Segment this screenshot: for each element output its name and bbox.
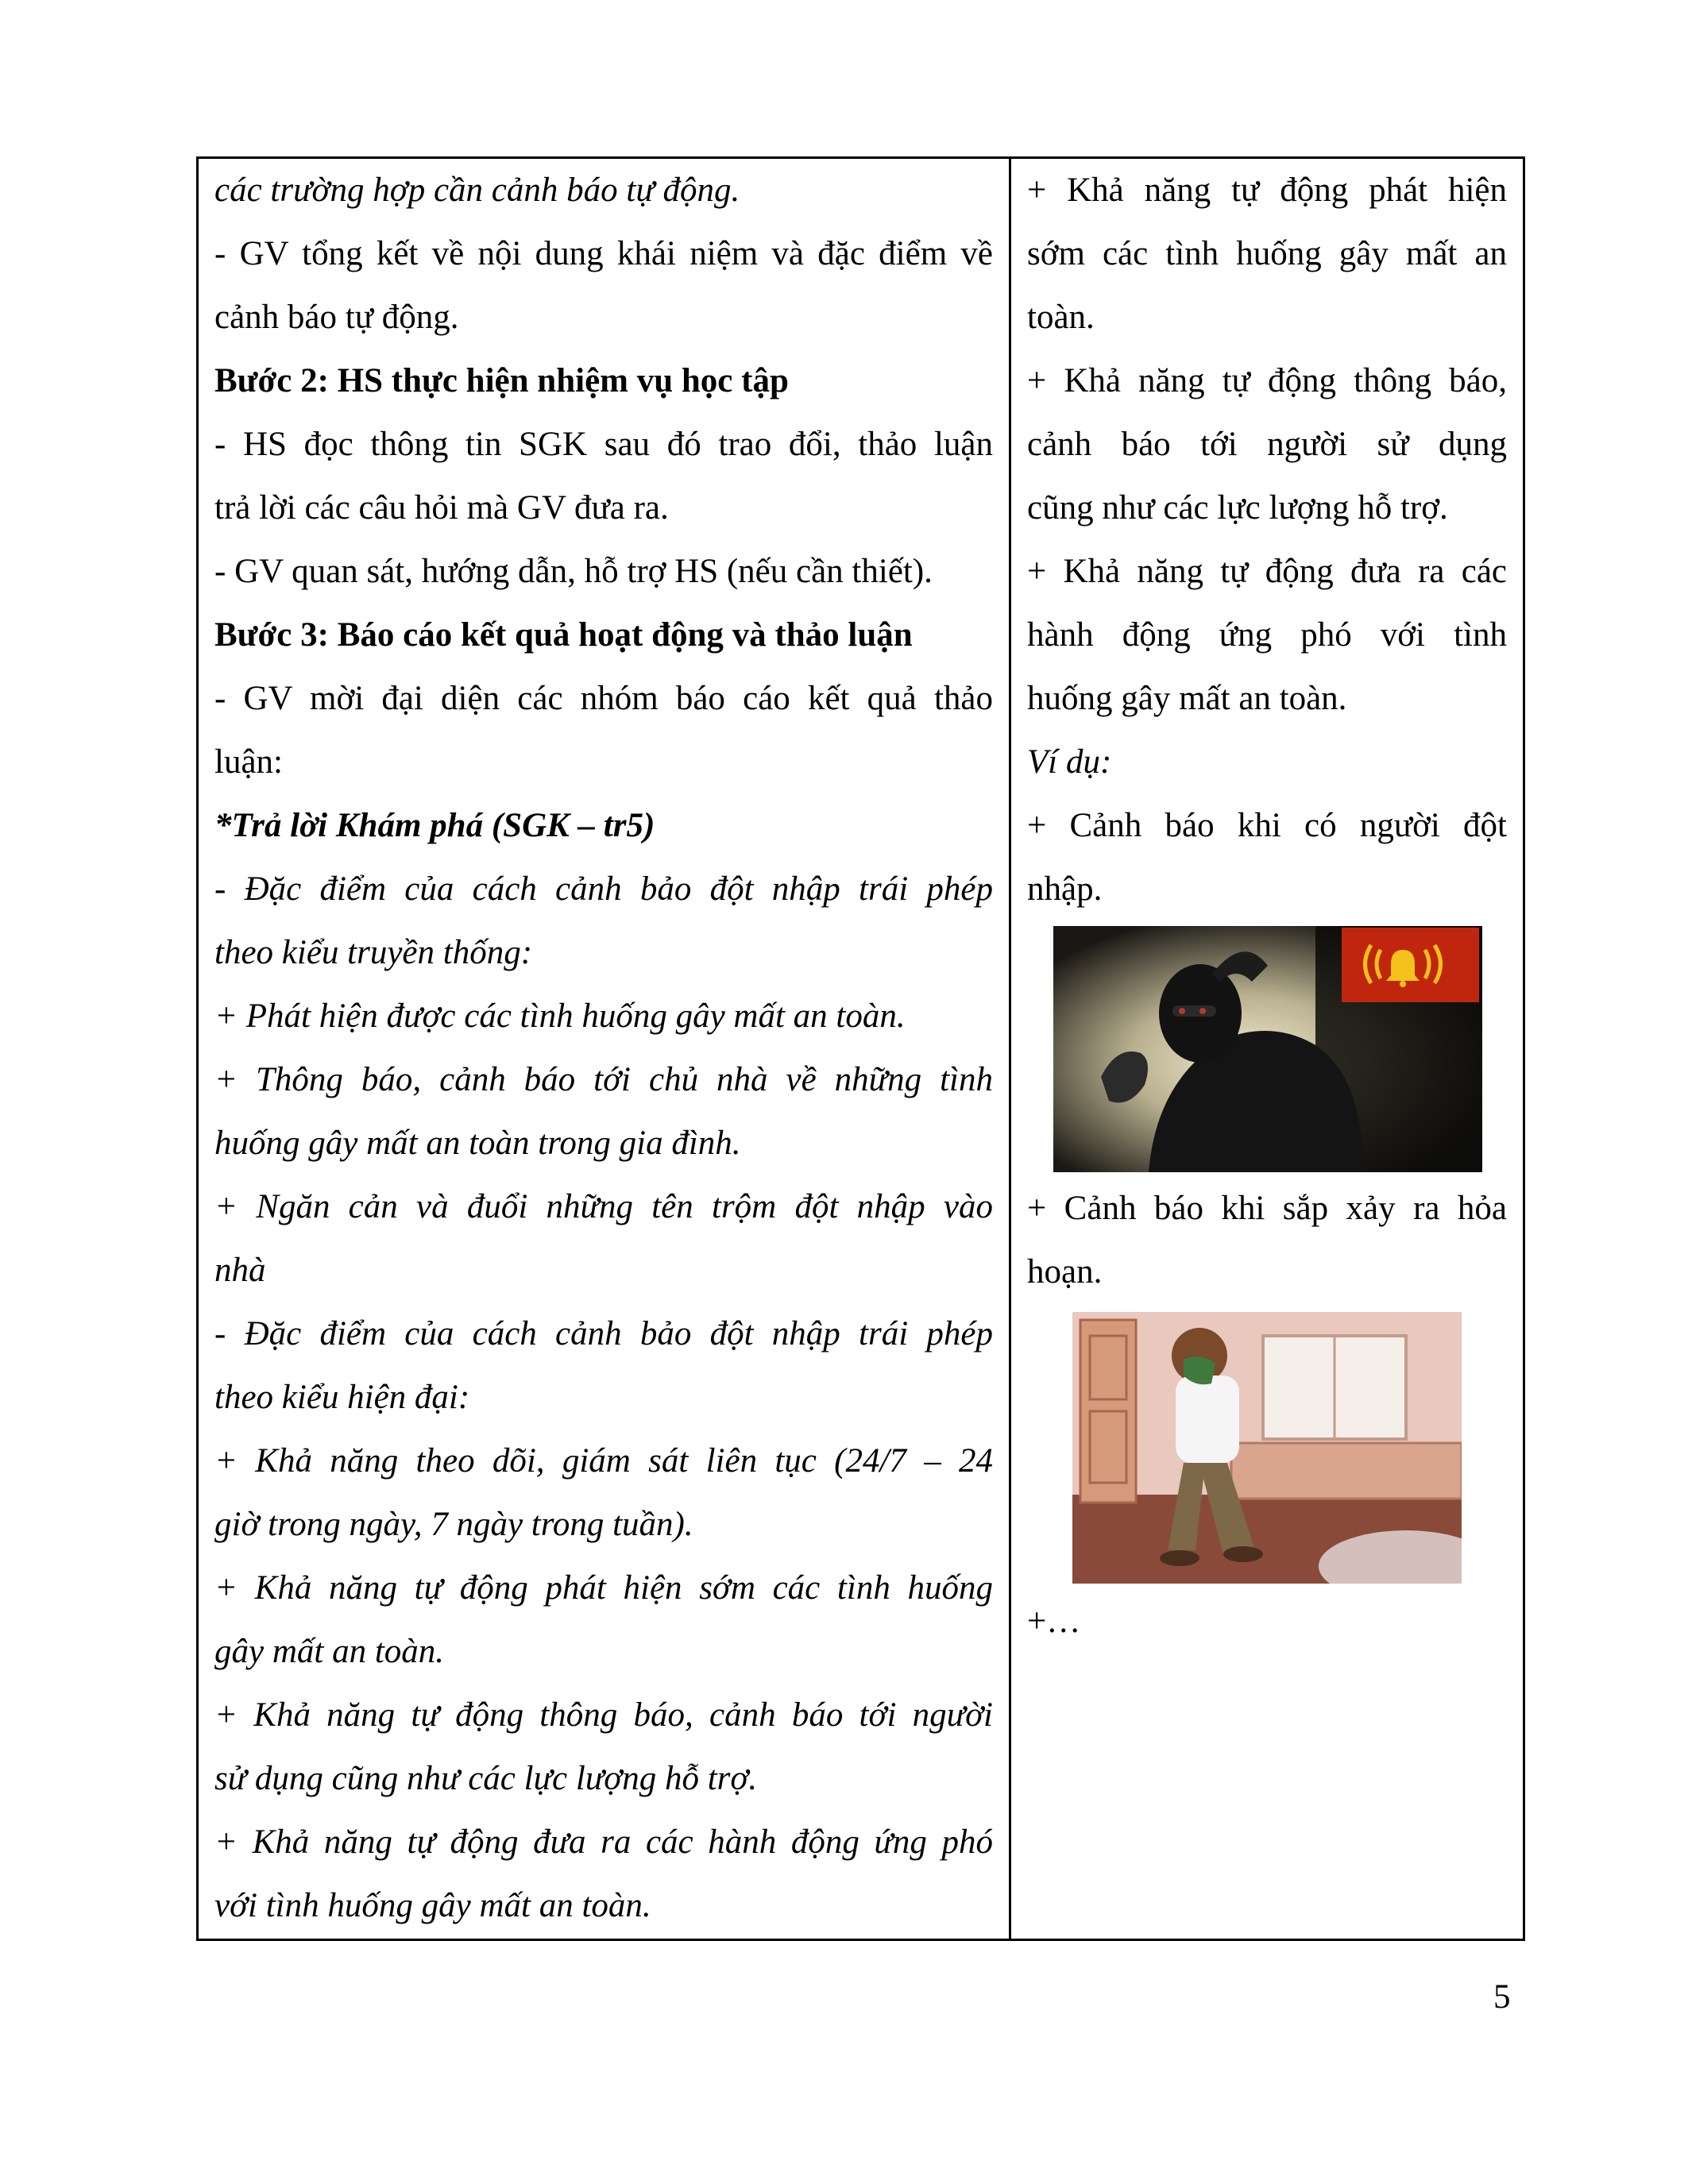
right-column (1011, 159, 1523, 1939)
left-column-line: + Khả năng tự động đưa ra các hành động ứng phó (214, 1823, 993, 1861)
left-column-line: với tình huống gây mất an toàn. (214, 1887, 651, 1924)
burglar-alarm-image (1053, 926, 1482, 1172)
left-column-line: - Đặc điểm của cách cảnh bảo đột nhập trái phép (214, 1315, 993, 1352)
right-column-top-line: toàn. (1027, 299, 1095, 336)
left-column-line: + Khả năng tự động phát hiện sớm các tình huống (214, 1569, 993, 1607)
right-column-top-line: cảnh báo tới người sử dụng (1027, 426, 1507, 463)
left-column-line: giờ trong ngày, 7 ngày trong tuần). (214, 1506, 693, 1543)
left-column-line: + Phát hiện được các tình huống gây mất an toàn. (214, 997, 906, 1035)
left-column-line: + Thông báo, cảnh báo tới chủ nhà về những tình (214, 1061, 993, 1098)
fire-smoke-image (1072, 1312, 1462, 1584)
left-column-line: + Khả năng theo dõi, giám sát liên tục (24/7 – 24 (214, 1442, 993, 1480)
left-column (199, 159, 1011, 1939)
left-column-line: + Ngăn cản và đuổi những tên trộm đột nhập vào (214, 1188, 993, 1225)
left-column-line: huống gây mất an toàn trong gia đình. (214, 1125, 741, 1162)
left-column-line: - HS đọc thông tin SGK sau đó trao đổi, thảo luận (214, 426, 993, 463)
right-column-mid-line: hoạn. (1027, 1253, 1103, 1291)
right-column-top-line: hành động ứng phó với tình (1027, 616, 1507, 654)
right-column-top-line: cũng như các lực lượng hỗ trợ. (1027, 489, 1448, 527)
left-column-line: - Đặc điểm của cách cảnh bảo đột nhập trái phép (214, 870, 993, 908)
right-column-top-line: + Khả năng tự động đưa ra các (1027, 553, 1507, 590)
left-column-line: các trường hợp cần cảnh báo tự động. (214, 172, 740, 209)
right-column-ending: +… (1027, 1603, 1081, 1640)
left-column-line: Bước 3: Báo cáo kết quả hoạt động và thảo luận (214, 616, 913, 654)
left-column-line: cảnh báo tự động. (214, 299, 459, 336)
left-column-line: theo kiểu truyền thống: (214, 934, 533, 971)
right-column-top-line: + Khả năng tự động thông báo, (1027, 362, 1507, 399)
content-table (196, 156, 1525, 1941)
left-column-line: - GV mời đại diện các nhóm báo cáo kết quả thảo (214, 680, 993, 717)
left-column-line: *Trả lời Khám phá (SGK – tr5) (214, 807, 655, 844)
left-column-line: gây mất an toàn. (214, 1633, 445, 1670)
right-column-top-line: + Khả năng tự động phát hiện (1027, 172, 1507, 209)
left-column-line: + Khả năng tự động thông báo, cảnh báo tới người (214, 1696, 993, 1734)
right-column-mid-line: + Cảnh báo khi sắp xảy ra hỏa (1027, 1190, 1507, 1227)
right-column-top-line: nhập. (1027, 870, 1103, 908)
right-column-top-line: huống gây mất an toàn. (1027, 680, 1347, 717)
right-column-top-line: Ví dụ: (1027, 743, 1112, 781)
left-column-line: theo kiểu hiện đại: (214, 1379, 470, 1416)
left-column-line: - GV tổng kết về nội dung khái niệm và đặc điểm về (214, 235, 993, 272)
left-column-line: luận: (214, 743, 283, 781)
left-column-line: - GV quan sát, hướng dẫn, hỗ trợ HS (nếu cần thiết). (214, 553, 933, 590)
left-column-line: sử dụng cũng như các lực lượng hỗ trợ. (214, 1760, 758, 1797)
left-column-line: Bước 2: HS thực hiện nhiệm vụ học tập (214, 362, 789, 399)
page-number: 5 (1493, 1978, 1511, 2016)
left-column-line: nhà (214, 1252, 266, 1289)
right-column-top-line: sớm các tình huống gây mất an (1027, 235, 1507, 272)
left-column-line: trả lời các câu hỏi mà GV đưa ra. (214, 489, 669, 527)
alarm-bell-icon (1342, 928, 1479, 1002)
right-column-top-line: + Cảnh báo khi có người đột (1027, 807, 1507, 844)
